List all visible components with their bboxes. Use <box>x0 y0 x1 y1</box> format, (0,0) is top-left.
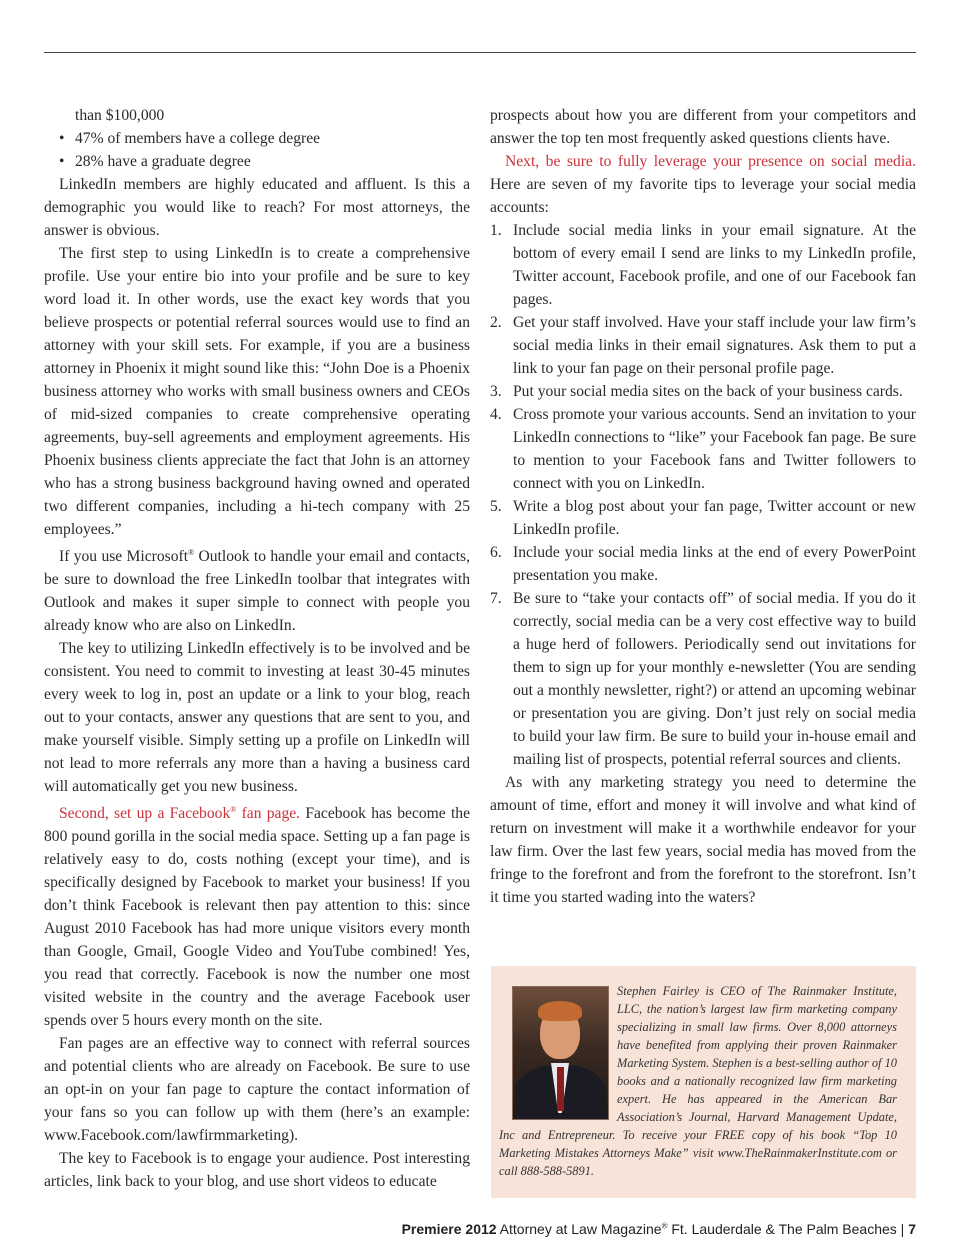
list-item: 1. Include social media links in your email signature. At the bottom of every email I send are links to my LinkedIn profile, Twitter account, Facebook profile, and one of our Facebook fan pages. <box>490 222 916 308</box>
paragraph: The first step to using LinkedIn is to create a comprehensive profile. Use your entire bio into your profile and be sure to key word load it. In other words, use the exact key words that you believe prospects or potential referral sources would use to find an attorney with your skill sets. For example, if you are a business attorney in Phoenix it might sound like this: “John Doe is a Phoenix business attorney who works with small business owners and CEOs of mid-sized companies to create comprehensive operating agreements, buy-sell agreements and employment agreements. His Phoenix business clients appreciate the fact that John is an attorney who has a strong business background having owned and operated two different companies, including a hi-tech company with 25 employees.” <box>44 245 470 538</box>
paragraph: Next, be sure to fully leverage your presence on social media. Here are seven of my favorite tips to leverage your social media accounts: <box>490 153 916 216</box>
continued-line: than $100,000 <box>75 107 165 124</box>
edition-label: Ft. Lauderdale & The Palm Beaches | <box>667 1221 909 1237</box>
paragraph: Second, set up a Facebook® fan page. Facebook has become the 800 pound gorilla in the social media space. Setting up a fan page is relatively easy to do, costs nothing (except your time), and is specifically designed by Facebook to market your business! If you don’t think Facebook is relevant then pay attention to this: since August 2010 Facebook has had more unique visitors every month than Google, Gmail, Google Video and YouTube combined! Yes, you read that correctly. Facebook is now the number one most visited website in the country and the average Facebook user spends over 5 hours every month on the site. <box>44 805 471 1030</box>
paragraph: LinkedIn members are highly educated and affluent. Is this a demographic you would like to reach? For most attorneys, the answer is obvious. <box>44 176 470 239</box>
magazine-name: Attorney at Law Magazine <box>496 1221 662 1237</box>
tips-list <box>490 219 916 771</box>
author-bio-box <box>491 966 916 1198</box>
right-column <box>490 104 916 909</box>
paragraph: prospects about how you are different from your competitors and answer the top ten most frequently asked questions clients have. <box>490 107 916 147</box>
section-lead-in: Second, set up a Facebook® fan page. <box>59 805 301 823</box>
issue-label: Premiere 2012 <box>401 1221 497 1237</box>
author-bio-text: Stephen Fairley is CEO of The Rainmaker Institute, LLC, the nation’s largest law firm marketing company specializing in small law firms. Over 8,000 attorneys have benefited from applying their proven Rainmaker Marketing System. Stephen is a best-selling author of 10 books and a nationally recognized law firm marketing expert. He has appeared in the American Bar Association’s Journal, Harvard Management Update, Inc and Entrepreneur. To receive your FREE copy of his book “Top 10 Marketing Mistakes Attorneys Make” visit www.TheRainmakerInstitute.com or call 888-588-5891. <box>499 984 897 1178</box>
list-item: 5. Write a blog post about your fan page, Twitter account or new LinkedIn profile. <box>490 498 916 538</box>
paragraph: As with any marketing strategy you need to determine the amount of time, effort and money it will involve and what kind of return on investment will make it a worthwhile endeavor for your law firm. Over the last few years, social media has moved from the fringe to the forefront and from the forefront to the storefront. Isn’t it time you started wading into the waters? <box>490 774 916 906</box>
list-item: 3. Put your social media sites on the back of your business cards. <box>490 383 903 400</box>
paragraph: Fan pages are an effective way to connect with referral sources and potential clients who are already on Facebook. Be sure to use an opt-in on your fan page to capture the contact information of your fans so you can follow up with them (here’s an example: www.Facebook.com/lawfirmmarketing). <box>44 1035 470 1145</box>
left-column <box>44 104 470 1193</box>
page-footer: Premiere 2012 Attorney at Law Magazine® Ft. Lauderdale & The Palm Beaches | 7 <box>401 1221 916 1237</box>
paragraph: The key to utilizing LinkedIn effectively is to be involved and be consistent. You need to commit to investing at least 30-45 minutes every week to log in, post an update or a link to your blog, reach out to your contacts, answer any questions that are sent to you, and make yourself visible. Simply setting up a profile on LinkedIn will not lead to more referrals any more than a having a business card will automatically get you new business. <box>44 640 470 796</box>
list-item: 7. Be sure to “take your contacts off” of social media. If you do it correctly, social media can be a very cost effective way to build a huge herd of followers. Periodically send out invitations for them to sign up for your monthly e-newsletter (You are sending out a monthly newsletter, right?) or attend an upcoming webinar or presentation you are giving. Don’t just rely on social media to build your law firm. Be sure to build your in-house email and mailing list of prospects, potential referral sources and clients. <box>490 590 916 768</box>
list-item: • 28% have a graduate degree <box>44 150 470 173</box>
list-item: 4. Cross promote your various accounts. Send an invitation to your LinkedIn connections to “like” your Facebook fan page. Be sure to mention to your Facebook fans and Twitter followers to connect with you on LinkedIn. <box>490 406 916 492</box>
section-lead-in: Next, be sure to fully leverage your presence on social media. <box>505 153 916 170</box>
paragraph: The key to Facebook is to engage your audience. Post interesting articles, link back to your blog, and use short videos to educate <box>44 1150 470 1191</box>
statistics-list <box>44 127 470 173</box>
list-item: • 47% of members have a college degree <box>44 127 470 150</box>
page-number: 7 <box>908 1221 916 1237</box>
list-item: 6. Include your social media links at the end of every PowerPoint presentation you make. <box>490 544 916 584</box>
paragraph: If you use Microsoft® Outlook to handle your email and contacts, be sure to download the free LinkedIn toolbar that integrates with Outlook and makes it super simple to connect with people you already know who are also on LinkedIn. <box>44 548 470 635</box>
list-item: 2. Get your staff involved. Have your staff include your law firm’s social media links in their email signatures. Ask them to put a link to your fan page on their personal profile page. <box>490 314 916 377</box>
top-rule <box>44 52 916 53</box>
